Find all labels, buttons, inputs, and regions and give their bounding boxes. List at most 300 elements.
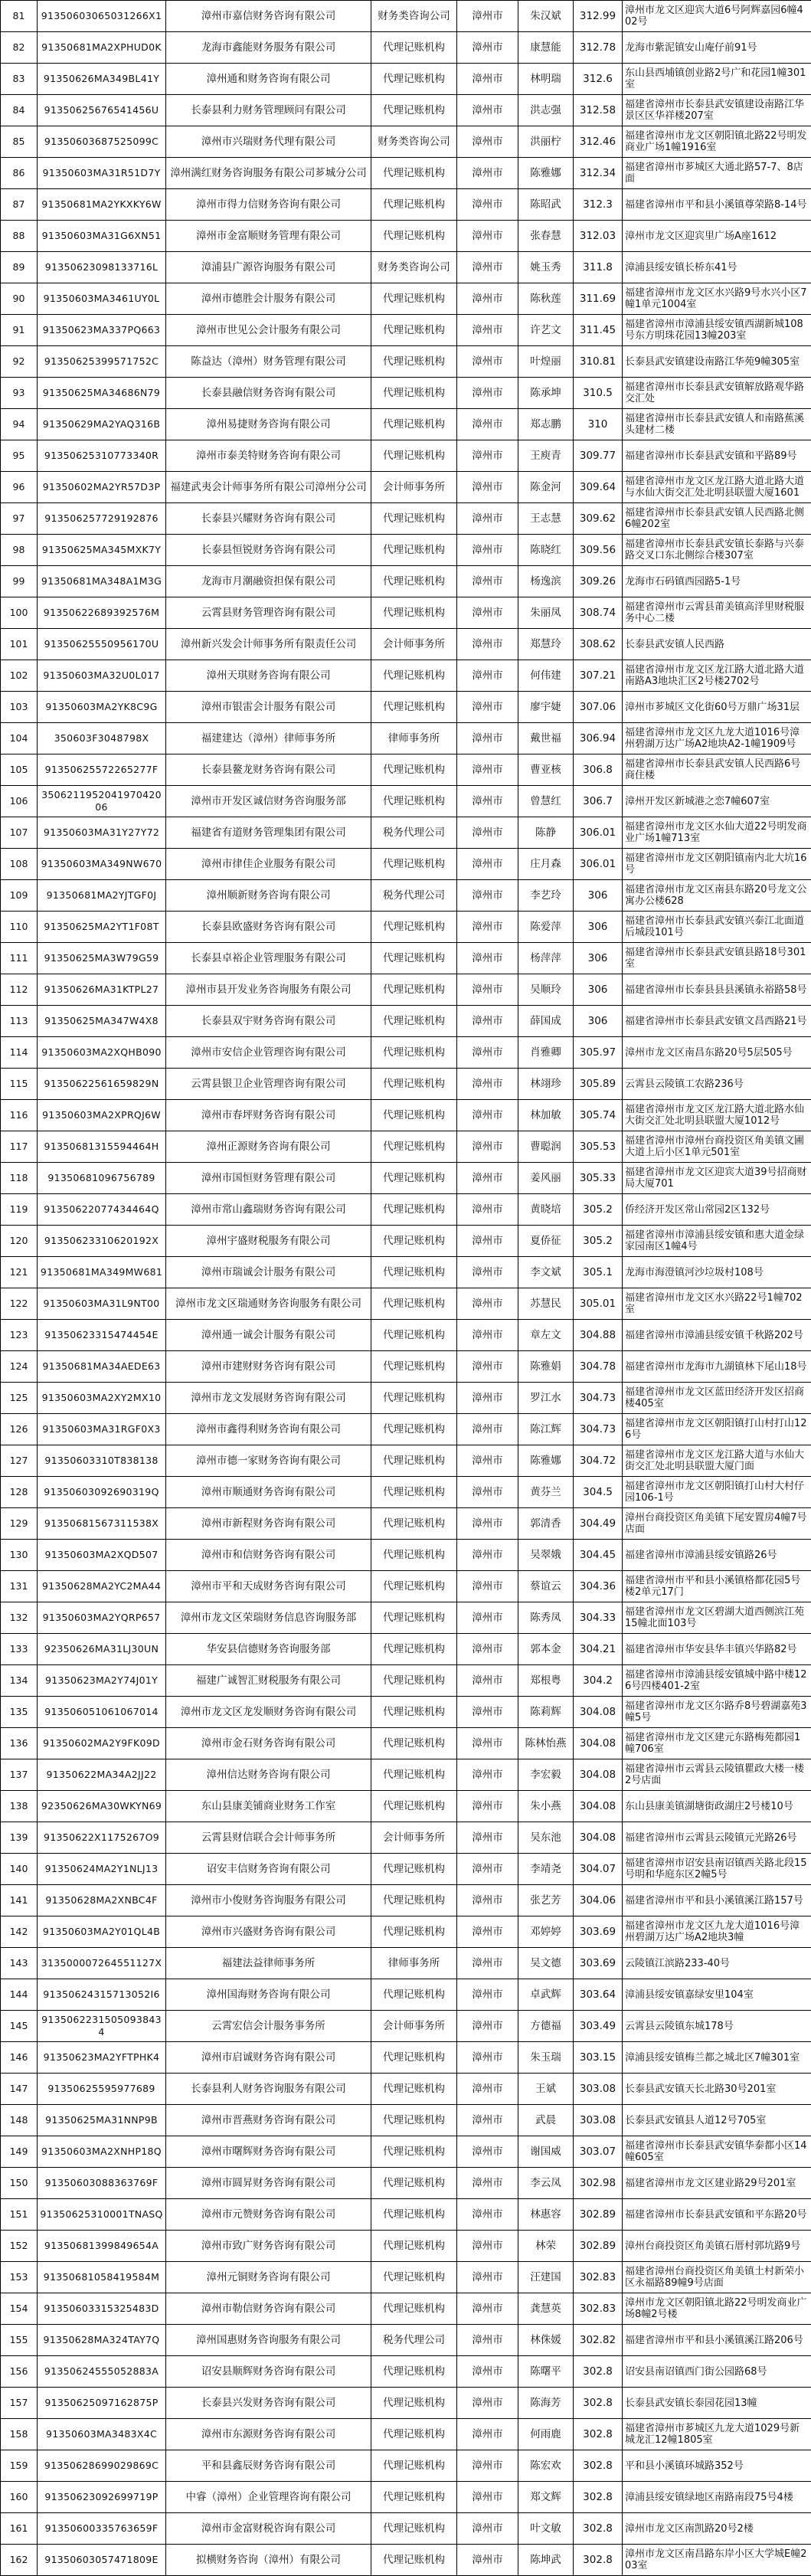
credit-code-cell: 91350625595977689 (38, 2074, 166, 2105)
credit-code-cell: 91350623315474454E (38, 1320, 166, 1351)
city-cell: 漳州市 (457, 2513, 518, 2545)
city-cell: 漳州市 (457, 1069, 518, 1100)
address-cell: 福建省漳州市龙文区水仙大道22号明发商业广场1幢713室 (623, 817, 811, 849)
company-name-cell: 漳州市龙文区瑞通财务咨询服务有限公司 (166, 1288, 371, 1320)
credit-code-cell: 91350629MA2YAQ316B (38, 409, 166, 440)
credit-code-cell: 313500007264551127X (38, 1948, 166, 1979)
score-cell: 304.06 (574, 1885, 623, 1916)
address-cell: 福建省漳州市龙文区龙江路大道与水仙大街交汇处北明县联盟大厦门面 (623, 1445, 811, 1477)
credit-code-cell: 91350622X1175267O9 (38, 1822, 166, 1854)
contact-person-cell: 何伟建 (518, 660, 574, 692)
row-number-cell: 113 (1, 1006, 38, 1037)
address-cell: 漳浦县绥安镇嘉绿安里104室 (623, 1979, 811, 2011)
table-row (1, 1257, 811, 1288)
credit-code-cell: 91350603088363769F (38, 2168, 166, 2199)
table-row (1, 1194, 811, 1226)
city-cell: 漳州市 (457, 1854, 518, 1885)
company-name-cell: 漳州市小俊财务咨询服务有限公司 (166, 1885, 371, 1916)
address-cell: 福建省漳州市漳浦县绥安镇千秋路202号 (623, 1320, 811, 1351)
row-number-cell: 130 (1, 1540, 38, 1571)
city-cell: 漳州市 (457, 817, 518, 849)
address-cell: 福建省漳州市平和县小溪镇格都花园5号楼2单元17门 (623, 1571, 811, 1602)
company-name-cell: 漳州市龙文区荣瑞财务信息咨询服务部 (166, 1602, 371, 1634)
address-cell: 福建省漳州市龙海市九湖镇林下尾山18号 (623, 1351, 811, 1383)
score-cell: 302.89 (574, 2199, 623, 2231)
contact-person-cell: 陈林怡燕 (518, 1728, 574, 1759)
credit-code-cell: 91350625MA347W4X8 (38, 1006, 166, 1037)
city-cell: 漳州市 (457, 2388, 518, 2419)
credit-code-cell: 91350603MA3461UY0L (38, 283, 166, 315)
credit-code-cell: 91350602MA2YR57D3P (38, 472, 166, 503)
row-number-cell: 92 (1, 346, 38, 378)
city-cell: 漳州市 (457, 2545, 518, 2576)
company-name-cell: 漳浦县广源咨询服务有限公司 (166, 252, 371, 283)
company-name-cell: 漳州市东源财务咨询有限公司 (166, 2419, 371, 2450)
city-cell: 漳州市 (457, 1885, 518, 1916)
agency-type-cell: 代理记账机构 (371, 1854, 457, 1885)
score-cell: 311.45 (574, 315, 623, 346)
agency-type-cell: 代理记账机构 (371, 2293, 457, 2325)
credit-code-cell: 91350628MA2YC2MA44 (38, 1571, 166, 1602)
company-name-cell: 漳州市安信企业管理咨询有限公司 (166, 1037, 371, 1069)
score-cell: 311.69 (574, 283, 623, 315)
table-row (1, 880, 811, 912)
credit-code-cell: 913506051061067014 (38, 1697, 166, 1728)
score-cell: 304.88 (574, 1320, 623, 1351)
city-cell: 漳州市 (457, 1006, 518, 1037)
score-cell: 303.64 (574, 1979, 623, 2011)
score-cell: 302.83 (574, 2262, 623, 2293)
table-row (1, 1383, 811, 1414)
company-name-cell: 漳州顺新财务咨询有限公司 (166, 880, 371, 912)
contact-person-cell: 林惠容 (518, 2199, 574, 2231)
score-cell: 305.01 (574, 1288, 623, 1320)
table-row (1, 2011, 811, 2042)
score-cell: 304.08 (574, 1759, 623, 1791)
city-cell: 漳州市 (457, 2419, 518, 2450)
contact-person-cell: 郭本金 (518, 1634, 574, 1665)
address-cell: 漳州开发区新城港之恋7幢607室 (623, 786, 811, 817)
table-row (1, 158, 811, 189)
table-row (1, 723, 811, 754)
address-cell: 漳州台商投资区角美镇石厝村郭坑路9号 (623, 2231, 811, 2262)
address-cell: 漳浦县绥安镇绿地区南路南段75号4楼 (623, 2482, 811, 2513)
company-name-cell: 漳州市龙文发展财务咨询有限公司 (166, 1383, 371, 1414)
row-number-cell: 161 (1, 2513, 38, 2545)
credit-code-cell: 91350603687525099C (38, 126, 166, 158)
table-row (1, 974, 811, 1006)
score-cell: 302.89 (574, 2231, 623, 2262)
agency-type-cell: 代理记账机构 (371, 1226, 457, 1257)
table-row (1, 1037, 811, 1069)
score-cell: 306.7 (574, 786, 623, 817)
row-number-cell: 133 (1, 1634, 38, 1665)
credit-code-cell: 91350603MA2XQD507 (38, 1540, 166, 1571)
credit-code-cell: 91350622689392576M (38, 597, 166, 629)
credit-code-cell: 91350603310T838138 (38, 1445, 166, 1477)
contact-person-cell: 廖宇婕 (518, 692, 574, 723)
score-cell: 304.08 (574, 1728, 623, 1759)
address-cell: 福建省漳州市芗城区九龙大道1029号新城龙汇12幢1805室 (623, 2419, 811, 2450)
city-cell: 漳州市 (457, 597, 518, 629)
company-name-cell: 漳州市县开发业务咨询服务有限公司 (166, 974, 371, 1006)
city-cell: 漳州市 (457, 1131, 518, 1163)
contact-person-cell: 朱汉斌 (518, 1, 574, 32)
agency-type-cell: 代理记账机构 (371, 2262, 457, 2293)
table-row (1, 1665, 811, 1697)
agency-type-cell: 代理记账机构 (371, 1885, 457, 1916)
table-row (1, 315, 811, 346)
company-name-cell: 漳州市鑫得利财务咨询有限公司 (166, 1414, 371, 1445)
credit-code-cell: 91350603MA31G6XN51 (38, 221, 166, 252)
agency-type-cell: 财务类咨询公司 (371, 252, 457, 283)
city-cell: 漳州市 (457, 2168, 518, 2199)
row-number-cell: 156 (1, 2356, 38, 2388)
company-name-cell: 漳州市得力信财务咨询有限公司 (166, 189, 371, 221)
contact-person-cell: 朱玉瑞 (518, 2042, 574, 2074)
row-number-cell: 119 (1, 1194, 38, 1226)
credit-code-cell: 91350681096756789 (38, 1163, 166, 1194)
score-cell: 306 (574, 943, 623, 974)
address-cell: 福建省漳州市龙文区九龙大道1016号漳州碧湖万达广场A2地块A2-1幢1909号 (623, 723, 811, 754)
score-cell: 310.81 (574, 346, 623, 378)
table-row (1, 2513, 811, 2545)
company-name-cell: 漳州通一诚会计服务有限公司 (166, 1320, 371, 1351)
table-row (1, 1916, 811, 1948)
credit-code-cell: 92350626MA30WKYN69 (38, 1791, 166, 1822)
agency-type-cell: 代理记账机构 (371, 1445, 457, 1477)
score-cell: 302.8 (574, 2513, 623, 2545)
contact-person-cell: 李文斌 (518, 1257, 574, 1288)
company-name-cell: 漳州市新程财务咨询有限公司 (166, 1508, 371, 1540)
score-cell: 304.08 (574, 1697, 623, 1728)
contact-person-cell: 黄芬兰 (518, 1477, 574, 1508)
agency-type-cell: 代理记账机构 (371, 2168, 457, 2199)
agency-type-cell: 代理记账机构 (371, 2419, 457, 2450)
table-row (1, 2482, 811, 2513)
address-cell: 福建省漳州市长泰县武安镇县路18号301室 (623, 943, 811, 974)
score-cell: 310.5 (574, 378, 623, 409)
address-cell: 福建省漳州市龙文区朝阳镇打山村大村仔园106-1号 (623, 1477, 811, 1508)
row-number-cell: 157 (1, 2388, 38, 2419)
score-cell: 302.98 (574, 2168, 623, 2199)
address-cell: 福建省漳州市芗城区大通北路57-7、8店面 (623, 158, 811, 189)
table-row (1, 346, 811, 378)
score-cell: 309.64 (574, 472, 623, 503)
address-cell: 长泰县武安镇人民西路 (623, 629, 811, 660)
contact-person-cell: 曹亚核 (518, 754, 574, 786)
row-number-cell: 158 (1, 2419, 38, 2450)
row-number-cell: 160 (1, 2482, 38, 2513)
row-number-cell: 117 (1, 1131, 38, 1163)
table-row (1, 1885, 811, 1916)
agency-type-cell: 会计师事务所 (371, 1822, 457, 1854)
address-cell: 侨经济开发区常山常园2区132号 (623, 1194, 811, 1226)
agency-type-cell: 税务代理公司 (371, 817, 457, 849)
agency-type-cell: 代理记账机构 (371, 943, 457, 974)
contact-person-cell: 肖雅卿 (518, 1037, 574, 1069)
agency-type-cell: 代理记账机构 (371, 1540, 457, 1571)
table-row (1, 2293, 811, 2325)
company-name-cell: 长泰县恒锐财务咨询有限公司 (166, 535, 371, 566)
row-number-cell: 143 (1, 1948, 38, 1979)
credit-code-cell: 91350603315325483D (38, 2293, 166, 2325)
address-cell: 福建省漳州市龙文区碧湖大道西侧滨江苑15幢北面103号 (623, 1602, 811, 1634)
table-row (1, 2074, 811, 2105)
city-cell: 漳州市 (457, 1414, 518, 1445)
agency-type-cell: 代理记账机构 (371, 1697, 457, 1728)
agency-type-cell: 代理记账机构 (371, 2545, 457, 2576)
credit-code-cell: 91350603057471809E (38, 2545, 166, 2576)
credit-code-cell: 91350625MA2YT1F08T (38, 912, 166, 943)
contact-person-cell: 曹聪润 (518, 1131, 574, 1163)
city-cell: 漳州市 (457, 2074, 518, 2105)
city-cell: 漳州市 (457, 849, 518, 880)
city-cell: 漳州市 (457, 660, 518, 692)
row-number-cell: 134 (1, 1665, 38, 1697)
contact-person-cell: 方德福 (518, 2011, 574, 2042)
city-cell: 漳州市 (457, 2262, 518, 2293)
company-name-cell: 漳州市春坪财务咨询有限公司 (166, 1100, 371, 1131)
address-cell: 福建省漳州市长泰县武安镇和平路89号 (623, 440, 811, 472)
city-cell: 漳州市 (457, 912, 518, 943)
row-number-cell: 151 (1, 2199, 38, 2231)
row-number-cell: 146 (1, 2042, 38, 2074)
table-row (1, 283, 811, 315)
score-cell: 312.58 (574, 95, 623, 126)
contact-person-cell: 陈雅娜 (518, 1445, 574, 1477)
address-cell: 福建省漳州台商投资区角美镇土村新荣小区永福路89幢9号店面 (623, 2262, 811, 2293)
score-cell: 304.49 (574, 1508, 623, 1540)
agency-type-cell: 代理记账机构 (371, 2231, 457, 2262)
row-number-cell: 139 (1, 1822, 38, 1854)
score-cell: 308.62 (574, 629, 623, 660)
contact-person-cell: 薛国成 (518, 1006, 574, 1037)
credit-code-cell: 91350623MA2Y74J01Y (38, 1665, 166, 1697)
contact-person-cell: 武晨 (518, 2105, 574, 2136)
score-cell: 304.07 (574, 1854, 623, 1885)
city-cell: 漳州市 (457, 1916, 518, 1948)
company-name-cell: 漳州新兴发会计师事务所有限责任公司 (166, 629, 371, 660)
row-number-cell: 162 (1, 2545, 38, 2576)
row-number-cell: 147 (1, 2074, 38, 2105)
row-number-cell: 129 (1, 1508, 38, 1540)
address-cell: 福建省漳州市长泰县武安镇人和南路蕉溪头建材二楼 (623, 409, 811, 440)
company-name-cell: 长泰县利人财务咨询服务有限公司 (166, 2074, 371, 2105)
row-number-cell: 84 (1, 95, 38, 126)
table-row (1, 535, 811, 566)
agency-type-cell: 代理记账机构 (371, 2482, 457, 2513)
city-cell: 漳州市 (457, 1194, 518, 1226)
score-cell: 302.8 (574, 2419, 623, 2450)
row-number-cell: 124 (1, 1351, 38, 1383)
table-row (1, 1414, 811, 1445)
company-name-cell: 漳州市世见公会计服务有限公司 (166, 315, 371, 346)
city-cell: 漳州市 (457, 974, 518, 1006)
address-cell: 福建省漳州市龙文区蓝田经济开发区招商楼405室 (623, 1383, 811, 1414)
row-number-cell: 159 (1, 2450, 38, 2482)
agency-type-cell: 代理记账机构 (371, 1508, 457, 1540)
row-number-cell: 149 (1, 2136, 38, 2168)
address-cell: 福建省漳州市龙文区南县东路20号龙文公寓办公楼628 (623, 880, 811, 912)
address-cell: 福建省漳州市长泰县武安镇文昌西路21号 (623, 1006, 811, 1037)
company-name-cell: 长泰县欧盛财务咨询有限公司 (166, 912, 371, 943)
table-row (1, 2168, 811, 2199)
score-cell: 312.46 (574, 126, 623, 158)
agency-type-cell: 代理记账机构 (371, 440, 457, 472)
row-number-cell: 82 (1, 32, 38, 64)
contact-person-cell: 郑志鹏 (518, 409, 574, 440)
contact-person-cell: 吴东池 (518, 1822, 574, 1854)
score-cell: 302.8 (574, 2482, 623, 2513)
agency-type-cell: 代理记账机构 (371, 1288, 457, 1320)
address-cell: 福建省漳州市长泰县县县溪镇永裕路58号 (623, 974, 811, 1006)
agency-type-cell: 代理记账机构 (371, 1006, 457, 1037)
score-cell: 306 (574, 1006, 623, 1037)
agency-type-cell: 代理记账机构 (371, 503, 457, 535)
table-row (1, 1634, 811, 1665)
address-cell: 龙海市海澄镇河沙垃圾村108号 (623, 1257, 811, 1288)
company-name-cell: 中睿（漳州）企业管理咨询有限公司 (166, 2482, 371, 2513)
credit-code-cell: 91350603092690319Q (38, 1477, 166, 1508)
row-number-cell: 111 (1, 943, 38, 974)
city-cell: 漳州市 (457, 1634, 518, 1665)
score-cell: 302.8 (574, 2545, 623, 2576)
score-cell: 304.45 (574, 1540, 623, 1571)
company-name-cell: 漳州元铜财务咨询有限公司 (166, 2262, 371, 2293)
city-cell: 漳州市 (457, 440, 518, 472)
credit-code-cell: 91350603MA31L9NT00 (38, 1288, 166, 1320)
agency-type-cell: 代理记账机构 (371, 1131, 457, 1163)
table-row (1, 64, 811, 95)
contact-person-cell: 杨逸滨 (518, 566, 574, 597)
contact-person-cell: 谢国威 (518, 2136, 574, 2168)
score-cell: 309.56 (574, 535, 623, 566)
address-cell: 福建省漳州市漳浦县绥安镇城中路中楼126号四楼401-2室 (623, 1665, 811, 1697)
city-cell: 漳州市 (457, 126, 518, 158)
agency-type-cell: 财务类咨询公司 (371, 1, 457, 32)
city-cell: 漳州市 (457, 1, 518, 32)
agency-type-cell: 代理记账机构 (371, 283, 457, 315)
contact-person-cell: 陈承坤 (518, 378, 574, 409)
score-cell: 305.89 (574, 1069, 623, 1100)
agency-type-cell: 代理记账机构 (371, 1069, 457, 1100)
city-cell: 漳州市 (457, 2199, 518, 2231)
city-cell: 漳州市 (457, 409, 518, 440)
address-cell: 福建省漳州市龙文区建业路29号201室 (623, 2168, 811, 2199)
row-number-cell: 102 (1, 660, 38, 692)
company-name-cell: 漳州市圆昇财务咨询有限公司 (166, 2168, 371, 2199)
city-cell: 漳州市 (457, 2042, 518, 2074)
row-number-cell: 107 (1, 817, 38, 849)
table-row (1, 1006, 811, 1037)
city-cell: 漳州市 (457, 2105, 518, 2136)
table-row (1, 597, 811, 629)
table-row (1, 943, 811, 974)
table-row (1, 786, 811, 817)
contact-person-cell: 郭清香 (518, 1508, 574, 1540)
table-row (1, 2450, 811, 2482)
agency-type-cell: 代理记账机构 (371, 409, 457, 440)
score-cell: 302.8 (574, 2356, 623, 2388)
city-cell: 漳州市 (457, 1100, 518, 1131)
credit-code-cell: 91350622MA34A2JJ22 (38, 1759, 166, 1791)
score-cell: 309.26 (574, 566, 623, 597)
table-row (1, 1131, 811, 1163)
credit-code-cell: 91350603MA349NW670 (38, 849, 166, 880)
contact-person-cell: 郑根粤 (518, 1665, 574, 1697)
credit-code-cell: 91350624315713052I6 (38, 1979, 166, 2011)
score-cell: 307.21 (574, 660, 623, 692)
company-name-cell: 漳州市德一家财务咨询有限公司 (166, 1445, 371, 1477)
row-number-cell: 105 (1, 754, 38, 786)
address-cell: 漳州市龙文区南昌东路20号5层505号 (623, 1037, 811, 1069)
agency-type-cell: 代理记账机构 (371, 1320, 457, 1351)
city-cell: 漳州市 (457, 221, 518, 252)
row-number-cell: 100 (1, 597, 38, 629)
credit-code-cell: 91350626MA31KTPL27 (38, 974, 166, 1006)
table-row (1, 1602, 811, 1634)
city-cell: 漳州市 (457, 1288, 518, 1320)
contact-person-cell: 林明瑞 (518, 64, 574, 95)
company-name-cell: 漳州市兴瑞财务代理有限公司 (166, 126, 371, 158)
table-row (1, 126, 811, 158)
contact-person-cell: 叶文敏 (518, 2513, 574, 2545)
contact-person-cell: 陈静 (518, 817, 574, 849)
city-cell: 漳州市 (457, 1320, 518, 1351)
row-number-cell: 115 (1, 1069, 38, 1100)
credit-code-cell: 92350626MA31LJ30UN (38, 1634, 166, 1665)
contact-person-cell: 章左文 (518, 1320, 574, 1351)
agency-type-cell: 代理记账机构 (371, 158, 457, 189)
contact-person-cell: 陈坤武 (518, 2545, 574, 2576)
city-cell: 漳州市 (457, 252, 518, 283)
contact-person-cell: 陈莉辉 (518, 1697, 574, 1728)
credit-code-cell: 91350681MA34AEDE63 (38, 1351, 166, 1383)
table-row (1, 1100, 811, 1131)
score-cell: 304.72 (574, 1445, 623, 1477)
company-name-cell: 福建武夷会计师事务所有限公司漳州分公司 (166, 472, 371, 503)
agency-type-cell: 代理记账机构 (371, 849, 457, 880)
city-cell: 漳州市 (457, 786, 518, 817)
credit-code-cell: 91350681MA2XPHUD0K (38, 32, 166, 64)
table-row (1, 1351, 811, 1383)
address-cell: 漳浦县绥安镇长桥东41号 (623, 252, 811, 283)
address-cell: 龙海市紫泥镇安山庵仔前91号 (623, 32, 811, 64)
agency-type-cell: 代理记账机构 (371, 974, 457, 1006)
agency-type-cell: 代理记账机构 (371, 2356, 457, 2388)
company-name-cell: 漳州市泰美特财务咨询有限公司 (166, 440, 371, 472)
score-cell: 303.69 (574, 1948, 623, 1979)
credit-code-cell: 91350681058419584M (38, 2262, 166, 2293)
agency-type-cell: 代理记账机构 (371, 2042, 457, 2074)
score-cell: 305.74 (574, 1100, 623, 1131)
credit-code-cell: 91350625MA3W79G59 (38, 943, 166, 974)
city-cell: 漳州市 (457, 32, 518, 64)
company-name-cell: 福建建达（漳州）律师事务所 (166, 723, 371, 754)
company-name-cell: 拟横财务咨询（漳州）有限公司 (166, 2545, 371, 2576)
company-name-cell: 漳州市元赞财务咨询有限公司 (166, 2199, 371, 2231)
score-cell: 312.03 (574, 221, 623, 252)
score-cell: 304.08 (574, 1822, 623, 1854)
row-number-cell: 112 (1, 974, 38, 1006)
company-name-cell: 漳州市兴盛财务咨询有限公司 (166, 1916, 371, 1948)
agency-type-cell: 代理记账机构 (371, 1728, 457, 1759)
credit-code-cell: 91350623MA337PQ663 (38, 315, 166, 346)
contact-person-cell: 洪丽柠 (518, 126, 574, 158)
credit-code-cell: 91350681315594464H (38, 1131, 166, 1163)
city-cell: 漳州市 (457, 1508, 518, 1540)
